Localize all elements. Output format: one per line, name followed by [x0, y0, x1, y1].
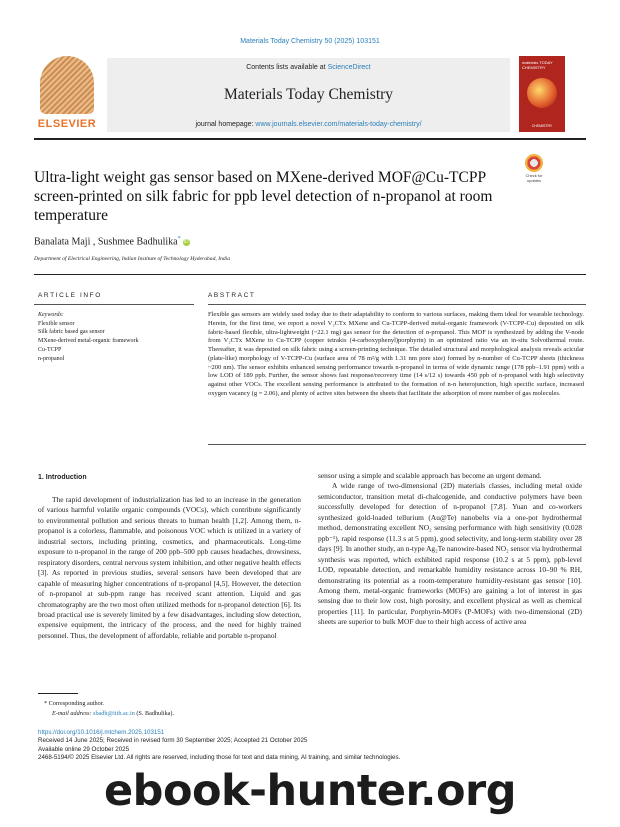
keywords-label: Keywords: — [38, 312, 64, 318]
author-separator: , — [90, 236, 98, 248]
available-online: Available online 29 October 2025 — [38, 745, 130, 753]
received-dates: Received 14 June 2025; Received in revised form 30 September 2025; Accepted 21 October 2025 — [38, 737, 308, 745]
email-suffix: (S. Badhulika). — [134, 709, 175, 717]
keyword: Flexible sensor — [38, 320, 75, 327]
cover-title: materials TODAY CHEMISTRY — [522, 60, 553, 70]
journal-cover[interactable] — [519, 56, 565, 132]
homepage-link[interactable]: www.journals.elsevier.com/materials-today-chemistry/ — [255, 121, 422, 128]
doi-link[interactable]: https://doi.org/10.1016/j.mtchem.2025.103151 — [38, 729, 165, 736]
cover-foot: CHEMISTRY — [531, 124, 553, 128]
elsevier-logo[interactable] — [34, 56, 100, 132]
paper-title: Ultra-light weight gas sensor based on MXene-derived MOF@Cu-TCPP screen-printed on silk fabric for ppb level detection of n-propanol at room temperature — [34, 169, 493, 224]
body-paragraph: The rapid development of industrialization has led to an increase in the generation of various harmful volatile organic compounds (VOCs), which contribute significantly to environmental pollution and serious threats to human health [1,2]. Among them, n-propanol is a colorless, flammable, and poisonous VOC which is utilized in a variety of industrial sectors, including printing, cosmetics, and pharmaceuticals. Long-time exposure to n-propanol in the range of 200 ppb–500 ppb causes headaches, drowsiness, respiratory disorders, central nervous system inhibition, and other negative health effects [3]. As reported in previous studies, several sensors have been developed that are capable of measuring higher concentrations of n-propanol [4,5]. However, the detection of n-propanol at sub-ppm range has received scant attention. Liquid and gas chromatography are the two most often utilized methods for n-propanol detection [6]. Its broad practical use is severely limited by a few disadvantages, including slow detection, expensive equipment, the intricacy of the process, and the need for highly trained personnel. Thus, the development of affordable, reliable and portable n-propanol — [38, 495, 301, 640]
homepage-line — [107, 121, 510, 128]
abstract-text: Flexible gas sensors are widely used today due to their adaptability to conform to various surfaces, making them ideal for wearable technology. Herein, for the first time, we report a novel V₂CTx MXene and Cu-TCPP-derived metal-organic framework (V-TCPP-Cu) deposited on silk fabric-based flexible, ultra-lightweight (~22.1 mg) gas sensor for the detection of n-propanol. This MOF is synthesized by adding the V-node from V₂CTx MXene to Cu-TCPP (copper tetrakis (4-carboxyphenyl)porphyrin) in an optimized ratio via an in-situ Solvothermal route. Thereafter, it was deposited on silk fabric using a screen-printing technique. The detailed structural and morphological analysis reveals acicular (plate-like) morphology of V-TCPP-Cu (surface area of 78 m²/g with 1.31 nm pore size) formed by n-number of Cu-TCPP sheets (thickness ~200 nm). The sensor exhibits enhanced sensing performance towards n-propanol in terms of wide dynamic range (178 ppb–1.91 ppm) with a low LOD of 189 ppb. Further, the sensor shows fast response/recovery time (14 s/12 s) towards 450 ppb of n-propanol with high selectivity against other VOCs. The excellent sensing performance is attributed to the formation of n-n heterojunction, high specific surface, increased oxygen vacancy (g = 2.06), and plenty of active sites between the sheets that facilitate the adsorption of more number of gas molecules. — [208, 311, 584, 397]
affiliation-rule — [34, 274, 586, 275]
affiliation: Department of Electrical Engineering, Indian Institute of Technology Hyderabad, India — [34, 256, 231, 262]
body-column-right — [318, 471, 582, 628]
check-for-updates-button[interactable] — [519, 154, 549, 188]
abstract-heading: ABSTRACT — [208, 292, 256, 299]
keyword: Cu-TCPP — [38, 346, 62, 353]
watermark: ebook-hunter.org — [104, 766, 516, 816]
abstract-bottom-rule — [208, 444, 586, 445]
keyword: Silk fabric based gas sensor — [38, 329, 105, 336]
article-footer — [38, 729, 538, 762]
journal-reference[interactable]: Materials Today Chemistry 50 (2025) 103151 — [240, 38, 380, 45]
journal-title: Materials Today Chemistry — [223, 86, 394, 103]
contents-line — [107, 64, 510, 71]
corresponding-author-note: * Corresponding author. — [44, 700, 104, 707]
check-updates-label: Check for updates — [525, 173, 543, 183]
body-paragraph: sensor using a simple and scalable approach has become an urgent demand. — [318, 471, 542, 480]
email-label: E-mail address: — [52, 709, 94, 717]
author-list — [34, 236, 190, 247]
article-info-rule — [34, 304, 194, 305]
body-column-left — [38, 495, 301, 641]
contents-prefix: Contents lists available at — [246, 64, 328, 71]
header-rule — [34, 138, 586, 140]
email-link[interactable]: sbadh@iith.ac.in — [93, 709, 135, 717]
cover-art — [527, 78, 557, 108]
body-paragraph: A wide range of two-dimensional (2D) materials classes, including metal oxide semiconductor, transition metal di-chalcogenide, and conductive polymers have been successfully developed for detection of n-propanol [7,8]. Yuan and co-workers synthesized gold-loaded tellurium (Au@Te) nanobelts via a one-pot hydrothermal method, demonstrating excellent NO₂ sensing performance with high sensitivity (0.028 ppb⁻¹), rapid response (11.3 s at 5 ppm), good selectivity, and long-term stability over 28 days [9]. In another study, an n-type Ag₂Te nanowire-based NO₂ sensor via hydrothermal synthesis was reported, which exhibited rapid response (10.2 s at 5 ppm), ppb-level LOD, repeatable detection, and remarkable humidity resistance across 10–90 % RH, demonstrating its potential as a room-temperature humidity-resistant gas sensor [10]. Among them, metal-organic frameworks (MOFs) are gaining a lot of interest in gas sensing due to their low cost, high porosity, and excellent physical as well as chemical properties [11]. In particular, Porphyrin-MOFs (P-MOFs) with two-dimensional (2D) sheets are superior to bulk MOF due to their high access of active area — [318, 481, 582, 627]
check-updates-icon — [525, 154, 543, 172]
copyright: 2468-5194/© 2025 Elsevier Ltd. All rights are reserved, including those for text and data mining, AI training, and similar technologies. — [38, 753, 401, 761]
section-heading-introduction: 1. Introduction — [38, 474, 87, 481]
orcid-icon[interactable]: iD — [183, 239, 189, 246]
author-name[interactable]: Banalata Maji — [34, 236, 91, 248]
article-info-heading: ARTICLE INFO — [38, 292, 102, 299]
abstract-rule — [208, 304, 586, 305]
footnote — [38, 699, 338, 718]
keywords-block — [38, 311, 198, 363]
homepage-prefix: journal homepage: — [195, 121, 256, 128]
keyword: n-propanol — [38, 355, 65, 362]
publisher-name: ELSEVIER — [37, 118, 97, 130]
author-name[interactable]: Sushmee Badhulika — [97, 236, 178, 248]
corresponding-mark[interactable]: * — [177, 236, 181, 242]
keyword: MXene-derived metal-organic framework — [38, 338, 139, 345]
footnote-rule — [38, 693, 78, 694]
sciencedirect-link[interactable]: ScienceDirect — [327, 64, 371, 71]
elsevier-tree-icon — [40, 56, 94, 114]
